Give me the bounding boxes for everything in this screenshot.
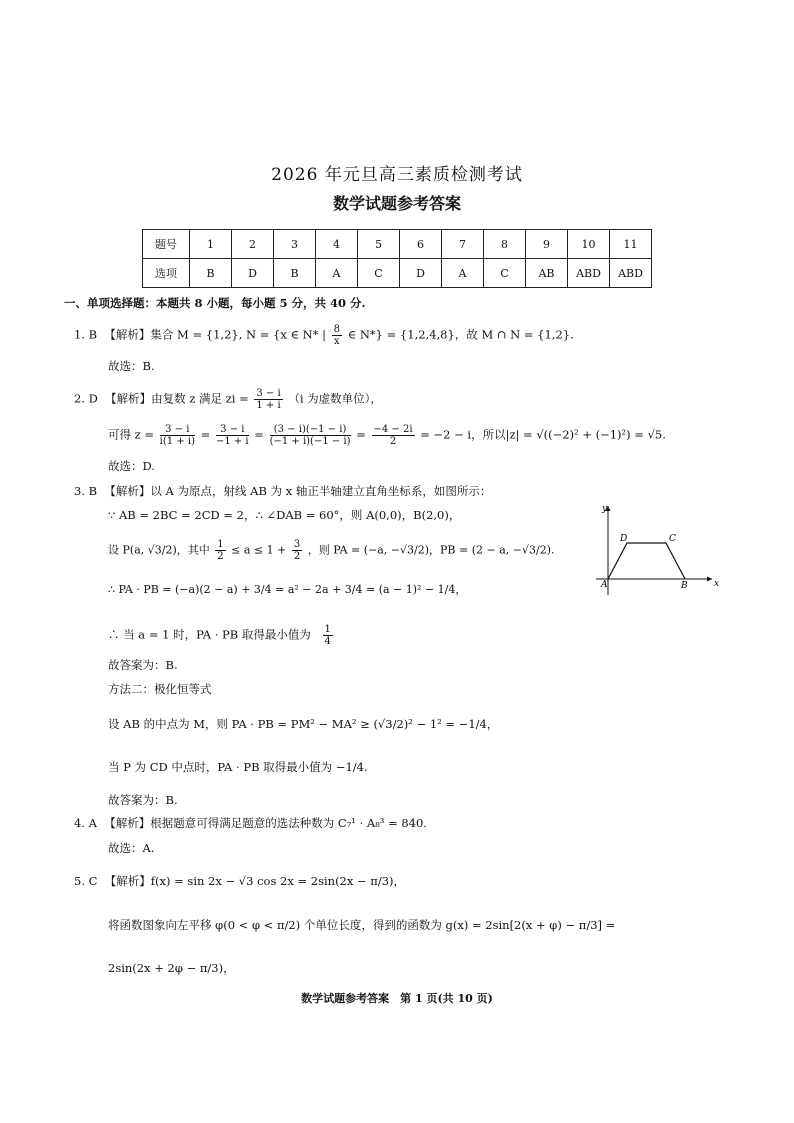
fraction: $\frac{8}{x}$ xyxy=(333,324,341,347)
answer-cell: D xyxy=(232,259,274,288)
page-subtitle: 数学试题参考答案 xyxy=(332,194,461,213)
question-label: 4. A xyxy=(74,816,97,830)
question-label: 2. D xyxy=(74,391,98,406)
question-text: （i 为虚数单位）， xyxy=(288,391,382,406)
question-2 xyxy=(74,388,382,411)
section-heading: 一、单项选择题：本题共 8 小题，每小题 5 分，共 40 分. xyxy=(64,296,366,310)
number-cell: 1 xyxy=(190,230,232,259)
question-1 xyxy=(74,324,574,347)
answer-cell: AB xyxy=(526,259,568,288)
row-label-answer: 选项 xyxy=(143,259,190,288)
calculation: 可得 z = $\frac{3 - i}{i(1 + i)}$ = $\frac{3 - i}{-1 + i}$ = $\frac{(3 - i)(-1 - i)}{(-1 + i)(-1 - i)}$ = $\frac{-4 - 2i}{2}$ = −2 − i，所以|z| = √((−2)² + (−1)²) = √5. xyxy=(108,424,666,447)
solution-line: 2sin(2x + 2φ − π/3)， xyxy=(108,961,235,975)
method-heading: 方法二：极化恒等式 xyxy=(108,682,212,696)
number-cell: 3 xyxy=(274,230,316,259)
question-text: 【解析】集合 M = {1,2}, N = {x ∈ N* | xyxy=(104,327,326,342)
number-cell: 8 xyxy=(484,230,526,259)
answer-cell: C xyxy=(484,259,526,288)
trapezoid-figure xyxy=(588,500,718,600)
answer-cell: ABD xyxy=(568,259,610,288)
solution-line: 设 P(a, √3/2)，其中 $\frac{1}{2}$ ≤ a ≤ 1 + $\frac{3}{2}$ ，则 PA = (−a, −√3/2)，PB = (2 − a, −√3/2). xyxy=(108,539,555,562)
number-cell: 11 xyxy=(610,230,652,259)
answer-table-answer-row xyxy=(143,259,652,288)
number-cell: 10 xyxy=(568,230,610,259)
number-cell: 6 xyxy=(400,230,442,259)
point-b-label: B xyxy=(681,581,688,591)
fraction: $\frac{3 - i}{1 + i}$ xyxy=(256,388,281,411)
axis-y-label: y xyxy=(602,504,608,514)
question-label: 1. B xyxy=(74,327,98,342)
point-a-label: A xyxy=(601,580,608,590)
page-footer: 数学试题参考答案 第 1 页(共 10 页) xyxy=(301,992,493,1005)
conclusion: 故答案为：B. xyxy=(108,793,178,807)
answer-cell: C xyxy=(358,259,400,288)
solution-line: 当 P 为 CD 中点时，PA · PB 取得最小值为 −1/4. xyxy=(108,760,368,774)
solution-line: ∴ 当 a = 1 时，PA · PB 取得最小值为 $\frac{1}{4}$ xyxy=(108,624,331,647)
conclusion: 故选：A. xyxy=(108,841,155,855)
answer-cell: A xyxy=(442,259,484,288)
solution-line: ∴ PA · PB = (−a)(2 − a) + 3/4 = a² − 2a + 3/4 = (a − 1)² − 1/4， xyxy=(108,583,467,596)
point-c-label: C xyxy=(669,534,676,544)
number-cell: 7 xyxy=(442,230,484,259)
solution-line: 设 AB 的中点为 M，则 PA · PB = PM² − MA² ≥ (√3/2)² − 1² = −1/4， xyxy=(108,717,499,731)
axis-x-label: x xyxy=(714,579,720,589)
row-label-number: 题号 xyxy=(143,230,190,259)
question-text: 【解析】由复数 z 满足 zi = xyxy=(105,391,249,406)
question-text: 【解析】以 A 为原点，射线 AB 为 x 轴正半轴建立直角坐标系，如图所示： xyxy=(104,484,492,498)
solution-line: ∵ AB = 2BC = 2CD = 2，∴ ∠DAB = 60°，则 A(0,0)，B(2,0)， xyxy=(108,508,461,522)
answer-cell: A xyxy=(316,259,358,288)
question-label: 5. C xyxy=(74,874,98,888)
question-3 xyxy=(74,483,491,499)
number-cell: 9 xyxy=(526,230,568,259)
x-axis-arrow xyxy=(707,577,712,582)
page-title: 2026 年元旦高三素质检测考试 xyxy=(271,165,523,185)
question-4 xyxy=(74,815,427,831)
conclusion: 故答案为：B. xyxy=(108,658,178,672)
question-label: 3. B xyxy=(74,484,98,498)
answer-cell: B xyxy=(274,259,316,288)
trapezoid-shape xyxy=(608,543,685,579)
question-5 xyxy=(74,873,405,889)
conclusion: 故选：D. xyxy=(108,459,155,473)
answer-cell: D xyxy=(400,259,442,288)
number-cell: 5 xyxy=(358,230,400,259)
question-text: ∈ N*} = {1,2,4,8}，故 M ∩ N = {1,2}. xyxy=(347,327,574,342)
question-text: 【解析】根据题意可得满足题意的选法种数为 C₇¹ · A₈³ = 840. xyxy=(104,816,427,830)
question-text: 【解析】f(x) = sin 2x − √3 cos 2x = 2sin(2x − π/3)， xyxy=(104,874,406,888)
point-d-label: D xyxy=(620,534,628,544)
answer-cell: ABD xyxy=(610,259,652,288)
conclusion: 故选：B. xyxy=(108,359,155,373)
answer-table-number-row xyxy=(143,230,652,259)
number-cell: 4 xyxy=(316,230,358,259)
answer-table xyxy=(142,229,652,288)
answer-cell: B xyxy=(190,259,232,288)
solution-line: 将函数图象向左平移 φ(0 < φ < π/2) 个单位长度，得到的函数为 g(x) = 2sin[2(x + φ) − π/3] = xyxy=(108,918,616,932)
number-cell: 2 xyxy=(232,230,274,259)
